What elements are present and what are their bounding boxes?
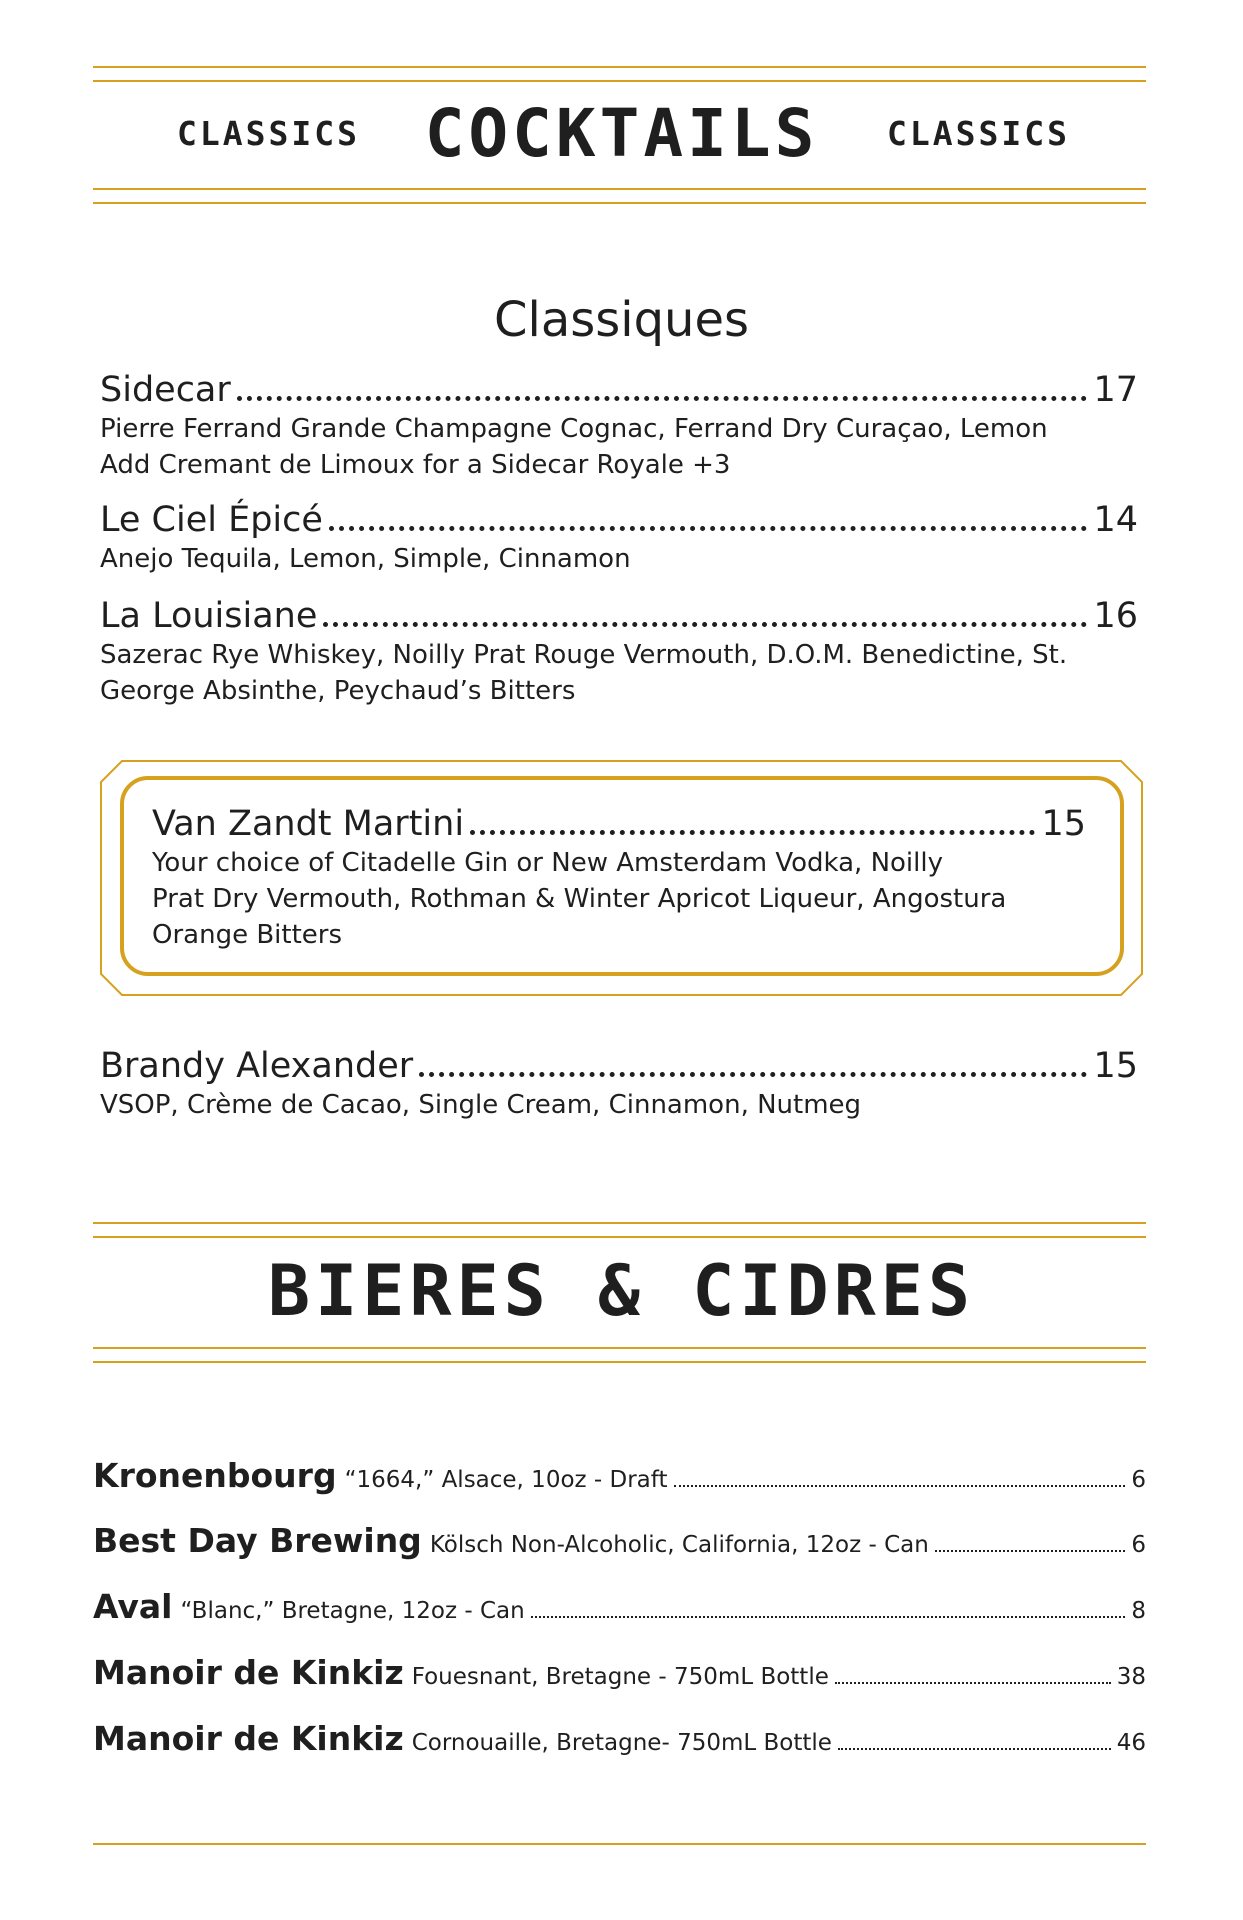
dot-leader	[838, 1748, 1111, 1750]
dot-leader	[470, 830, 1035, 835]
header-right-label: CLASSICS	[887, 114, 1070, 153]
item-description: Your choice of Citadelle Gin or New Amsterdam Vodka, Noilly	[152, 848, 943, 878]
section-title-bieres-cidres: BIERES & CIDRES	[267, 1250, 976, 1332]
beer-item	[93, 1719, 1146, 1758]
item-name: Van Zandt Martini	[152, 804, 465, 844]
item-description: Pierre Ferrand Grande Champagne Cognac, Ferrand Dry Curaçao, Lemon	[100, 414, 1048, 444]
beer-item	[93, 1587, 1146, 1626]
beer-price: 8	[1131, 1598, 1146, 1624]
menu-item	[100, 370, 1138, 482]
section-title-classiques: Classiques	[493, 292, 750, 348]
featured-menu-item	[152, 804, 1086, 952]
item-description: Add Cremant de Limoux for a Sidecar Royale +3	[100, 450, 731, 480]
item-price: 16	[1093, 596, 1138, 636]
item-name: Le Ciel Épicé	[100, 500, 323, 540]
beer-price: 6	[1131, 1532, 1146, 1558]
dot-leader	[935, 1550, 1126, 1552]
item-description: Anejo Tequila, Lemon, Simple, Cinnamon	[100, 544, 631, 574]
beer-price: 6	[1131, 1467, 1146, 1493]
menu-item	[100, 596, 1138, 708]
beer-item	[93, 1653, 1146, 1692]
dot-leader	[237, 396, 1088, 401]
menu-item	[100, 500, 1138, 576]
beer-rule-bottom-1	[93, 1347, 1146, 1349]
beer-name: Best Day Brewing	[93, 1521, 422, 1560]
dot-leader	[674, 1485, 1126, 1487]
item-price: 15	[1041, 804, 1086, 844]
dot-leader	[329, 526, 1088, 531]
item-price: 17	[1093, 370, 1138, 410]
beer-item	[93, 1521, 1146, 1560]
beer-name: Aval	[93, 1587, 173, 1626]
beer-description: Kölsch Non-Alcoholic, California, 12oz - Can	[429, 1532, 929, 1558]
dot-leader	[835, 1682, 1111, 1684]
footer-rule	[93, 1843, 1146, 1845]
item-description: Prat Dry Vermouth, Rothman & Winter Apricot Liqueur, Angostura	[152, 884, 1007, 914]
beer-item	[93, 1456, 1146, 1495]
beer-name: Kronenbourg	[93, 1456, 337, 1495]
item-name: La Louisiane	[100, 596, 318, 636]
dot-leader	[419, 1072, 1087, 1077]
beer-price: 38	[1116, 1664, 1146, 1690]
beer-description: “1664,” Alsace, 10oz - Draft	[344, 1467, 668, 1493]
page-title: COCKTAILS	[424, 95, 819, 172]
beer-description: Fouesnant, Bretagne - 750mL Bottle	[411, 1664, 829, 1690]
beer-rule-top-2	[93, 1236, 1146, 1238]
item-name: Sidecar	[100, 370, 231, 410]
item-price: 15	[1093, 1046, 1138, 1086]
beer-name: Manoir de Kinkiz	[93, 1653, 404, 1692]
header-rule-top-1	[93, 66, 1146, 68]
item-name: Brandy Alexander	[100, 1046, 414, 1086]
beer-price: 46	[1116, 1730, 1146, 1756]
dot-leader	[531, 1616, 1126, 1618]
header-left-label: CLASSICS	[177, 114, 360, 153]
item-price: 14	[1093, 500, 1138, 540]
header-rule-bottom-2	[93, 202, 1146, 204]
item-description: George Absinthe, Peychaud’s Bitters	[100, 676, 576, 706]
menu-item	[100, 1046, 1138, 1122]
beer-name: Manoir de Kinkiz	[93, 1719, 404, 1758]
dot-leader	[323, 622, 1087, 627]
item-description: Sazerac Rye Whiskey, Noilly Prat Rouge Vermouth, D.O.M. Benedictine, St.	[100, 640, 1068, 670]
beer-rule-bottom-2	[93, 1361, 1146, 1363]
item-description: Orange Bitters	[152, 920, 343, 950]
beer-rule-top-1	[93, 1222, 1146, 1224]
item-description: VSOP, Crème de Cacao, Single Cream, Cinnamon, Nutmeg	[100, 1090, 862, 1120]
header-rule-top-2	[93, 80, 1146, 82]
beer-description: “Blanc,” Bretagne, 12oz - Can	[180, 1598, 525, 1624]
beer-description: Cornouaille, Bretagne- 750mL Bottle	[411, 1730, 832, 1756]
header-rule-bottom-1	[93, 188, 1146, 190]
